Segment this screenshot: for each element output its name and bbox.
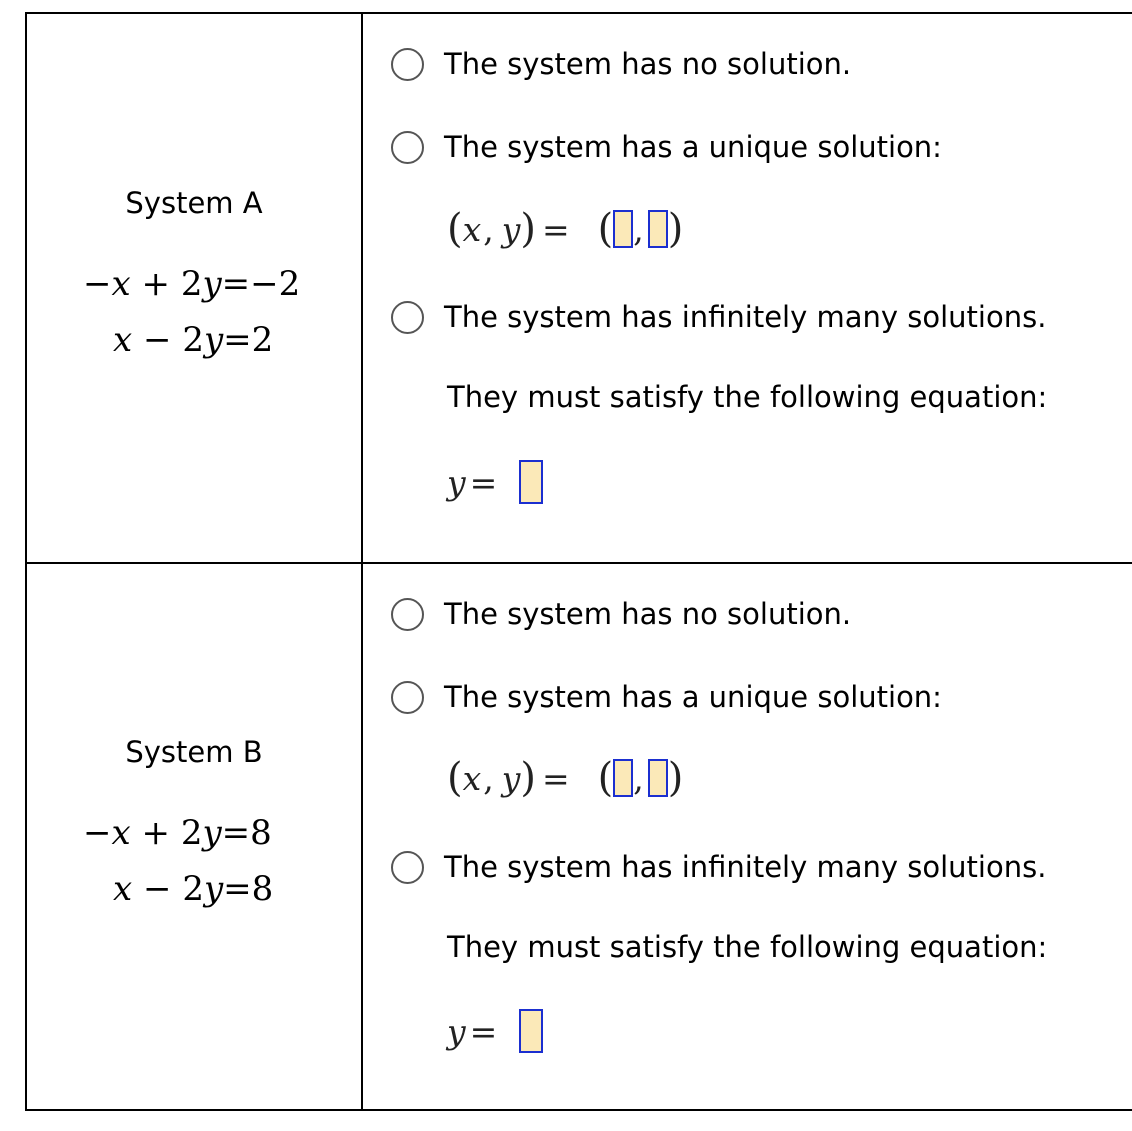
system-b-equation-2: x − 2y=8 xyxy=(113,869,274,909)
system-b-equation-1: −x + 2y=8 xyxy=(83,813,272,853)
system-a-cell xyxy=(27,14,363,562)
system-a-option-no-solution[interactable] xyxy=(391,44,851,84)
y-equation-answer-box[interactable] xyxy=(519,1009,543,1053)
radio-button[interactable] xyxy=(391,131,424,164)
radio-button[interactable] xyxy=(391,301,424,334)
option-label: The system has no solution. xyxy=(444,597,852,631)
system-a-equation-2: x − 2y=2 xyxy=(113,320,274,360)
radio-button[interactable] xyxy=(391,681,424,714)
system-a-row xyxy=(27,14,1132,564)
option-label: The system has infinitely many solutions. xyxy=(444,300,1047,334)
option-label: The system has a unique solution: xyxy=(444,680,942,714)
system-a-title: System A xyxy=(125,186,263,220)
radio-button[interactable] xyxy=(391,598,424,631)
y-answer-box[interactable] xyxy=(648,759,668,797)
system-b-answers xyxy=(363,564,1132,1109)
system-a-option-unique[interactable] xyxy=(391,127,942,167)
radio-button[interactable] xyxy=(391,851,424,884)
system-b-row xyxy=(27,564,1132,1109)
y-answer-box[interactable] xyxy=(648,210,668,248)
system-b-option-infinite[interactable] xyxy=(391,847,1046,887)
option-label: The system has no solution. xyxy=(444,47,852,81)
system-a-unique-answer: ( x , y ) = ( , ) xyxy=(447,206,684,252)
system-a-equation-1: −x + 2y=−2 xyxy=(83,264,301,304)
system-b-cell xyxy=(27,564,363,1109)
system-b-unique-answer: ( x , y ) = ( , ) xyxy=(447,755,684,801)
x-answer-box[interactable] xyxy=(613,759,633,797)
system-b-infinite-answer: y = xyxy=(447,1009,543,1053)
system-a-answers xyxy=(363,14,1132,562)
system-a-infinite-instructions: They must satisfy the following equation: xyxy=(447,380,1048,414)
system-a-infinite-answer: y = xyxy=(447,460,543,504)
system-b-infinite-instructions: They must satisfy the following equation: xyxy=(447,930,1048,964)
option-label: The system has a unique solution: xyxy=(444,130,942,164)
radio-button[interactable] xyxy=(391,48,424,81)
y-equation-answer-box[interactable] xyxy=(519,460,543,504)
system-a-option-infinite[interactable] xyxy=(391,297,1046,337)
option-label: The system has infinitely many solutions. xyxy=(444,850,1047,884)
system-b-option-no-solution[interactable] xyxy=(391,594,851,634)
system-b-title: System B xyxy=(125,735,263,769)
x-answer-box[interactable] xyxy=(613,210,633,248)
systems-table xyxy=(25,12,1132,1111)
system-b-option-unique[interactable] xyxy=(391,677,942,717)
